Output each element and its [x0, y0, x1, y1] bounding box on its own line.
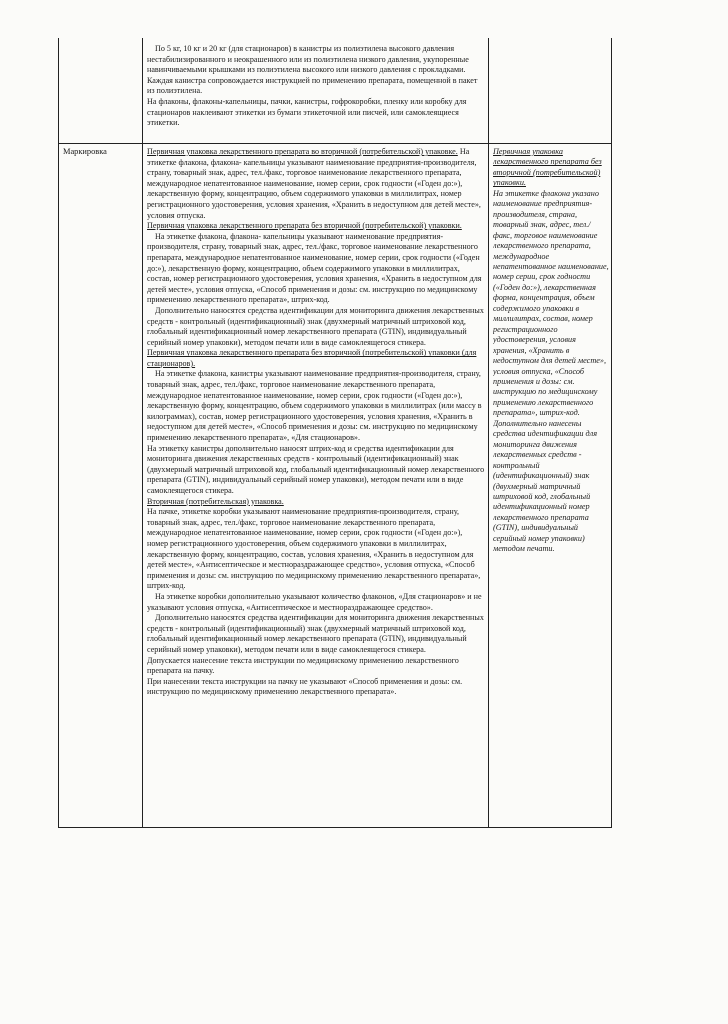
section-secondary-packaging-body: На этикетке флакона, флакона- капельницы указывают наименование предприятия-производителя, страну, товарный знак, адрес, тел./факс, торговое наименование лекарственного препарата, международное непатентованное наименование, номер серии, срок годности («Годен до:»), лекарственную форму, концентрацию, объем содержимого упаковки в миллилитрах, номер регистрационного удостоверения, условия хранения, «Хранить в недоступном для детей месте», условия отпуска. — [147, 147, 481, 220]
table-border-right — [611, 38, 612, 828]
section-consumer-heading: Вторичная (потребительская) упаковка. — [147, 496, 284, 506]
marking-label: Маркировка — [63, 147, 107, 156]
marking-right-cell — [493, 147, 609, 647]
instruction-paragraph: Каждая канистра сопровождается инструкцией по применению препарата, помещенной в пакет из полиэтилена. — [147, 75, 478, 96]
section-consumer-instruction-allowed: Допускается нанесение текста инструкции по медицинскому применению лекарственного препарата на пачку. — [147, 655, 459, 676]
table-border-left — [58, 38, 59, 828]
section-hospital-heading: Первичная упаковка лекарственного препарата без вторичной (потребительской) упаковки (для стационаров). — [147, 348, 477, 368]
labels-paragraph: На флаконы, флаконы-капельницы, пачки, канистры, гофрокоробки, пленку или коробку для стационаров наклеивают этикетки из бумаги этикеточной или писчей, или самоклеящиеся этикетки. — [147, 96, 467, 128]
section-no-secondary-heading: Первичная упаковка лекарственного препарата без вторичной (потребительской) упаковки. — [147, 221, 462, 231]
section-no-secondary-text: На этикетке флакона, флакона- капельницы указывают наименование предприятия-производителя, страну, товарный знак, адрес, тел./факс, торговое наименование лекарственного препарата, международное непатентованное наименование, номер серии, срок годности («Годен до:»), лекарственную форму, концентрацию, объем содержимого упаковки в миллилитрах, состав, номер регистрационного удостоверения, условия хранения, «Хранить в недоступном для детей месте», условия отпуска, «Способ применения и дозы: см. инструкцию по медицинскому применению лекарственного препарата», штрих-код. — [147, 231, 482, 305]
right-text: На этикетке флакона указано наименование предприятия-производителя, страна, товарный знак, адрес, тел./факс, торговое наименование лекарственного препарата, международное непатентованное наименование, номер серии, срок годности («Годен до:»), лекарственная форма, концентрация, объем содержимого упаковки в миллилитрах, состав, номер регистрационного удостоверения, условия хранения, «Хранить в недоступном для детей месте», условия отпуска, «Способ применения и дозы: см. инструкцию по медицинскому применению лекарственного препарата», штрих-код. Дополнительно нанесены средства идентификации для мониторинга движения лекарственных средств - контрольный (идентификационный) знак (двухмерный матричный штриховой код, глобальный идентификационный номер лекарственного препарата (GTIN), индивидуальный серийный номер упаковки) методом печати. — [493, 188, 609, 554]
column-divider-1 — [142, 38, 143, 828]
section-secondary-packaging-text — [147, 147, 485, 221]
canister-paragraph: По 5 кг, 10 кг и 20 кг (для стационаров) в канистры из полиэтилена высокого давления нестабилизированного и неокрашенного или из полиэтилена низкого давления, укупоренные навинчиваемыми крышками из полиэтилена высокого или низкого давления с прокладками. — [147, 44, 469, 75]
section-consumer-box-note: На этикетке коробки дополнительно указывают количество флаконов, «Для стационаров» и не указывают условия отпуска, «Антисептическое и местнораздражающее средство». — [147, 591, 482, 612]
section-consumer-text: На пачке, этикетке коробки указывают наименование предприятия-производителя, страну, товарный знак, адрес, тел./факс, торговое наименование лекарственного препарата, международное непатентованное наименование, номер серии, срок годности («Годен до:»), номер регистрационного удостоверения, объем содержимого упаковки в миллилитрах, лекарственную форму, концентрацию, состав, условия хранения, «Хранить в недоступном для детей месте», «Антисептическое и местнораздражающее средство», условия отпуска, «Способ применения и дозы: см. инструкцию по медицинскому применению лекарственного препарата», штрих-код. — [147, 507, 481, 591]
section-hospital-text: На этикетке флакона, канистры указывают наименование предприятия-производителя, страну, товарный знак, адрес, тел./факс, торговое наименование лекарственного препарата, международное непатентованное наименование, номер серии, срок годности («Годен до:»), лекарственную форму, концентрацию, объем содержимого упаковки в миллилитрах (или массу в килограммах), состав, номер регистрационного удостоверения, условия хранения, «Хранить в недоступном для детей месте», «Способ применения и дозы: см. инструкцию по медицинскому применению лекарственного препарата», «Для стационаров». — [147, 369, 482, 443]
row-divider — [58, 143, 612, 144]
section-consumer-instruction-note: При нанесении текста инструкции на пачку не указывают «Способ применения и дозы: см. инструкцию по медицинскому применению лекарственного препарата». — [147, 676, 463, 697]
packaging-text-cell — [147, 44, 485, 143]
section-hospital-identification: На этикетку канистры дополнительно наносят штрих-код и средства идентификации для мониторинга движения лекарственных средств - контрольный (идентификационный) знак (двухмерный матричный штриховой код, глобальный идентификационный номер лекарственного препарата (GTIN), индивидуальный серийный номер упаковки), методом печати или в виде самоклеящегося стикера. — [147, 443, 485, 495]
section-consumer-identification: Дополнительно наносятся средства идентификации для мониторинга движения лекарственных средств - контрольный (идентификационный) знак (двухмерный матричный штриховой код, глобальный идентификационный номер лекарственного препарата (GTIN), индивидуальный серийный номер упаковки), методом печати или в виде самоклеящегося стикера. — [147, 613, 484, 654]
section-secondary-packaging-heading: Первичная упаковка лекарственного препарата во вторичной (потребительской) упаковке. — [147, 147, 458, 156]
table-border-bottom — [58, 827, 612, 828]
column-divider-2 — [488, 38, 489, 828]
section-no-secondary-identification: Дополнительно наносятся средства идентификации для мониторинга движения лекарственных средств - контрольный (идентификационный) знак (двухмерный матричный штриховой код, глобальный идентификационный номер лекарственного препарата (GTIN), индивидуальный серийный номер упаковки), методом печати или в виде самоклеящегося стикера. — [147, 305, 484, 347]
marking-text-cell — [147, 147, 485, 823]
right-heading: Первичная упаковка лекарственного препарата без вторичной (потребительской) упаковки. — [493, 147, 602, 188]
